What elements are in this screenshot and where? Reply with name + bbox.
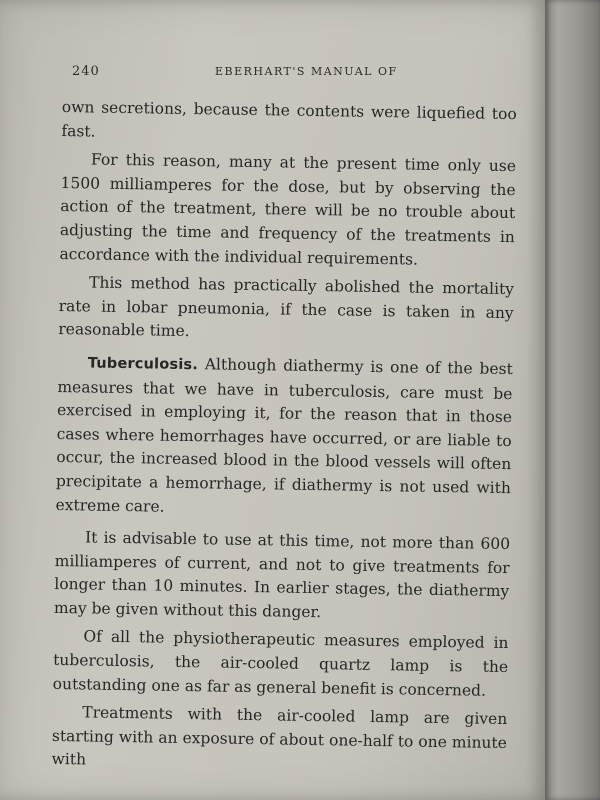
adjacent-page-edge <box>545 0 600 800</box>
running-head: EBERHART'S MANUAL OF <box>215 65 398 78</box>
paragraph-tuberculosis <box>55 351 513 524</box>
paragraph: Treatments with the air-cooled lamp are given starting with an exposure of about one-half to one minute with <box>51 703 508 769</box>
paragraph-text: Although diathermy is one of the best measures that we have in tuberculosis, care must be exercised in employing it, for the reason that in those cases where hemorrhages have occurred, or are liable to occur, the increased blood in the blood vessels will often precipitate a hemorrhage, if diathermy is not used with extreme care. <box>55 355 513 516</box>
page-body <box>51 96 517 779</box>
paragraph: For this reason, many at the present time only use 1500 milliamperes for the dose, but by observing the action of the treatment, there will be no trouble about adjusting the time and frequency of the treatments in accordance with the individual requirements. <box>59 150 517 269</box>
section-heading: Tuberculosis. <box>87 355 199 374</box>
paragraph: It is advisable to use at this time, not more than 600 milliamperes of current, and not to give treatments for longer than 10 minutes. In earlier stages, the diathermy may be given without this danger. <box>53 528 511 622</box>
page-number: 240 <box>72 64 100 79</box>
paragraph: Of all the physiotherapeutic measures employed in tuberculosis, the air-cooled quartz lamp is the outstanding one as far as general benefit is concerned. <box>52 627 509 700</box>
page-header <box>72 64 402 84</box>
paragraph-continuation: own secretions, because the contents were liquefied too fast. <box>61 97 517 141</box>
paragraph: This method has practically abolished the mortality rate in lobar pneumonia, if the case is taken in any reasonable time. <box>58 273 515 341</box>
